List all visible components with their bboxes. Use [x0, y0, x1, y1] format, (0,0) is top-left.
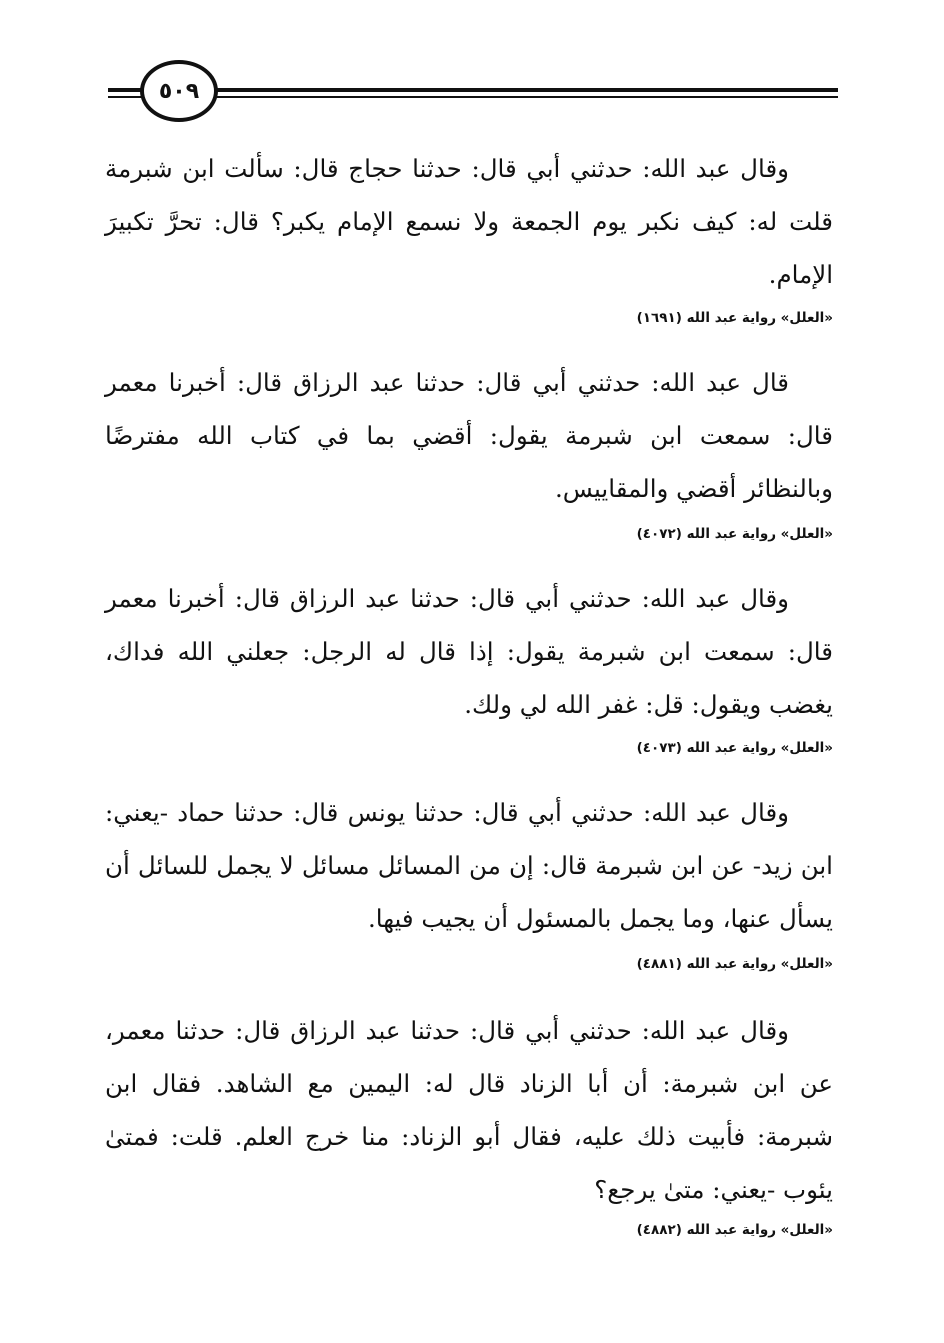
page-number-badge: [140, 60, 218, 122]
page-header: [108, 52, 838, 122]
entry-3-citation-block: [105, 740, 833, 756]
citation: «العلل» رواية عبد الله (٤٠٧٢): [636, 526, 833, 542]
entry-4: [105, 786, 833, 945]
citation: «العلل» رواية عبد الله (١٦٩١): [636, 310, 833, 326]
entry-text: وقال عبد الله: حدثني أبي قال: حدثنا عبد الرزاق قال: حدثنا معمر، عن ابن شبرمة: أن أبا الزناد قال له: اليمين مع الشاهد. فقال ابن شبرمة: فأبيت ذلك عليه، فقال أبو الزناد: منا خرج العلم. قلت: فمتىٰ يئوب -يعني: متىٰ يرجع؟: [105, 1016, 833, 1204]
page-number: ٥٠٩: [158, 78, 200, 104]
entry-2: [105, 356, 833, 515]
citation: «العلل» رواية عبد الله (٤٠٧٣): [636, 740, 833, 756]
entry-2-citation-block: [105, 526, 833, 542]
entry-1: [105, 142, 833, 301]
entry-1-citation-block: [105, 310, 833, 326]
entry-text: وقال عبد الله: حدثني أبي قال: حدثنا عبد الرزاق قال: أخبرنا معمر قال: سمعت ابن شبرمة يقول: إذا قال له الرجل: جعلني الله فداك، يغضب ويقول: قل: غفر الله لي ولك.: [105, 584, 833, 719]
entry-4-citation-block: [105, 956, 833, 972]
entry-3: [105, 572, 833, 731]
header-rule-thin: [108, 96, 838, 98]
entry-5: [105, 1004, 833, 1216]
entry-text: وقال عبد الله: حدثني أبي قال: حدثنا يونس قال: حدثنا حماد -يعني: ابن زيد- عن ابن شبرمة قال: إن من المسائل مسائل لا يجمل للسائل أن يسأل عنها، وما يجمل بالمسئول أن يجيب فيها.: [105, 798, 833, 933]
citation: «العلل» رواية عبد الله (٤٨٨١): [636, 956, 833, 972]
entry-text: قال عبد الله: حدثني أبي قال: حدثنا عبد الرزاق قال: أخبرنا معمر قال: سمعت ابن شبرمة يقول: أقضي بما في كتاب الله مفترضًا وبالنظائر أقضي والمقاييس.: [105, 368, 833, 503]
entry-5-citation-block: [105, 1222, 833, 1238]
entry-text: وقال عبد الله: حدثني أبي قال: حدثنا حجاج قال: سألت ابن شبرمة قلت له: كيف نكبر يوم الجمعة ولا نسمع الإمام يكبر؟ قال: تحرَّ تكبيرَ الإمام.: [105, 154, 833, 289]
citation: «العلل» رواية عبد الله (٤٨٨٢): [636, 1222, 833, 1238]
